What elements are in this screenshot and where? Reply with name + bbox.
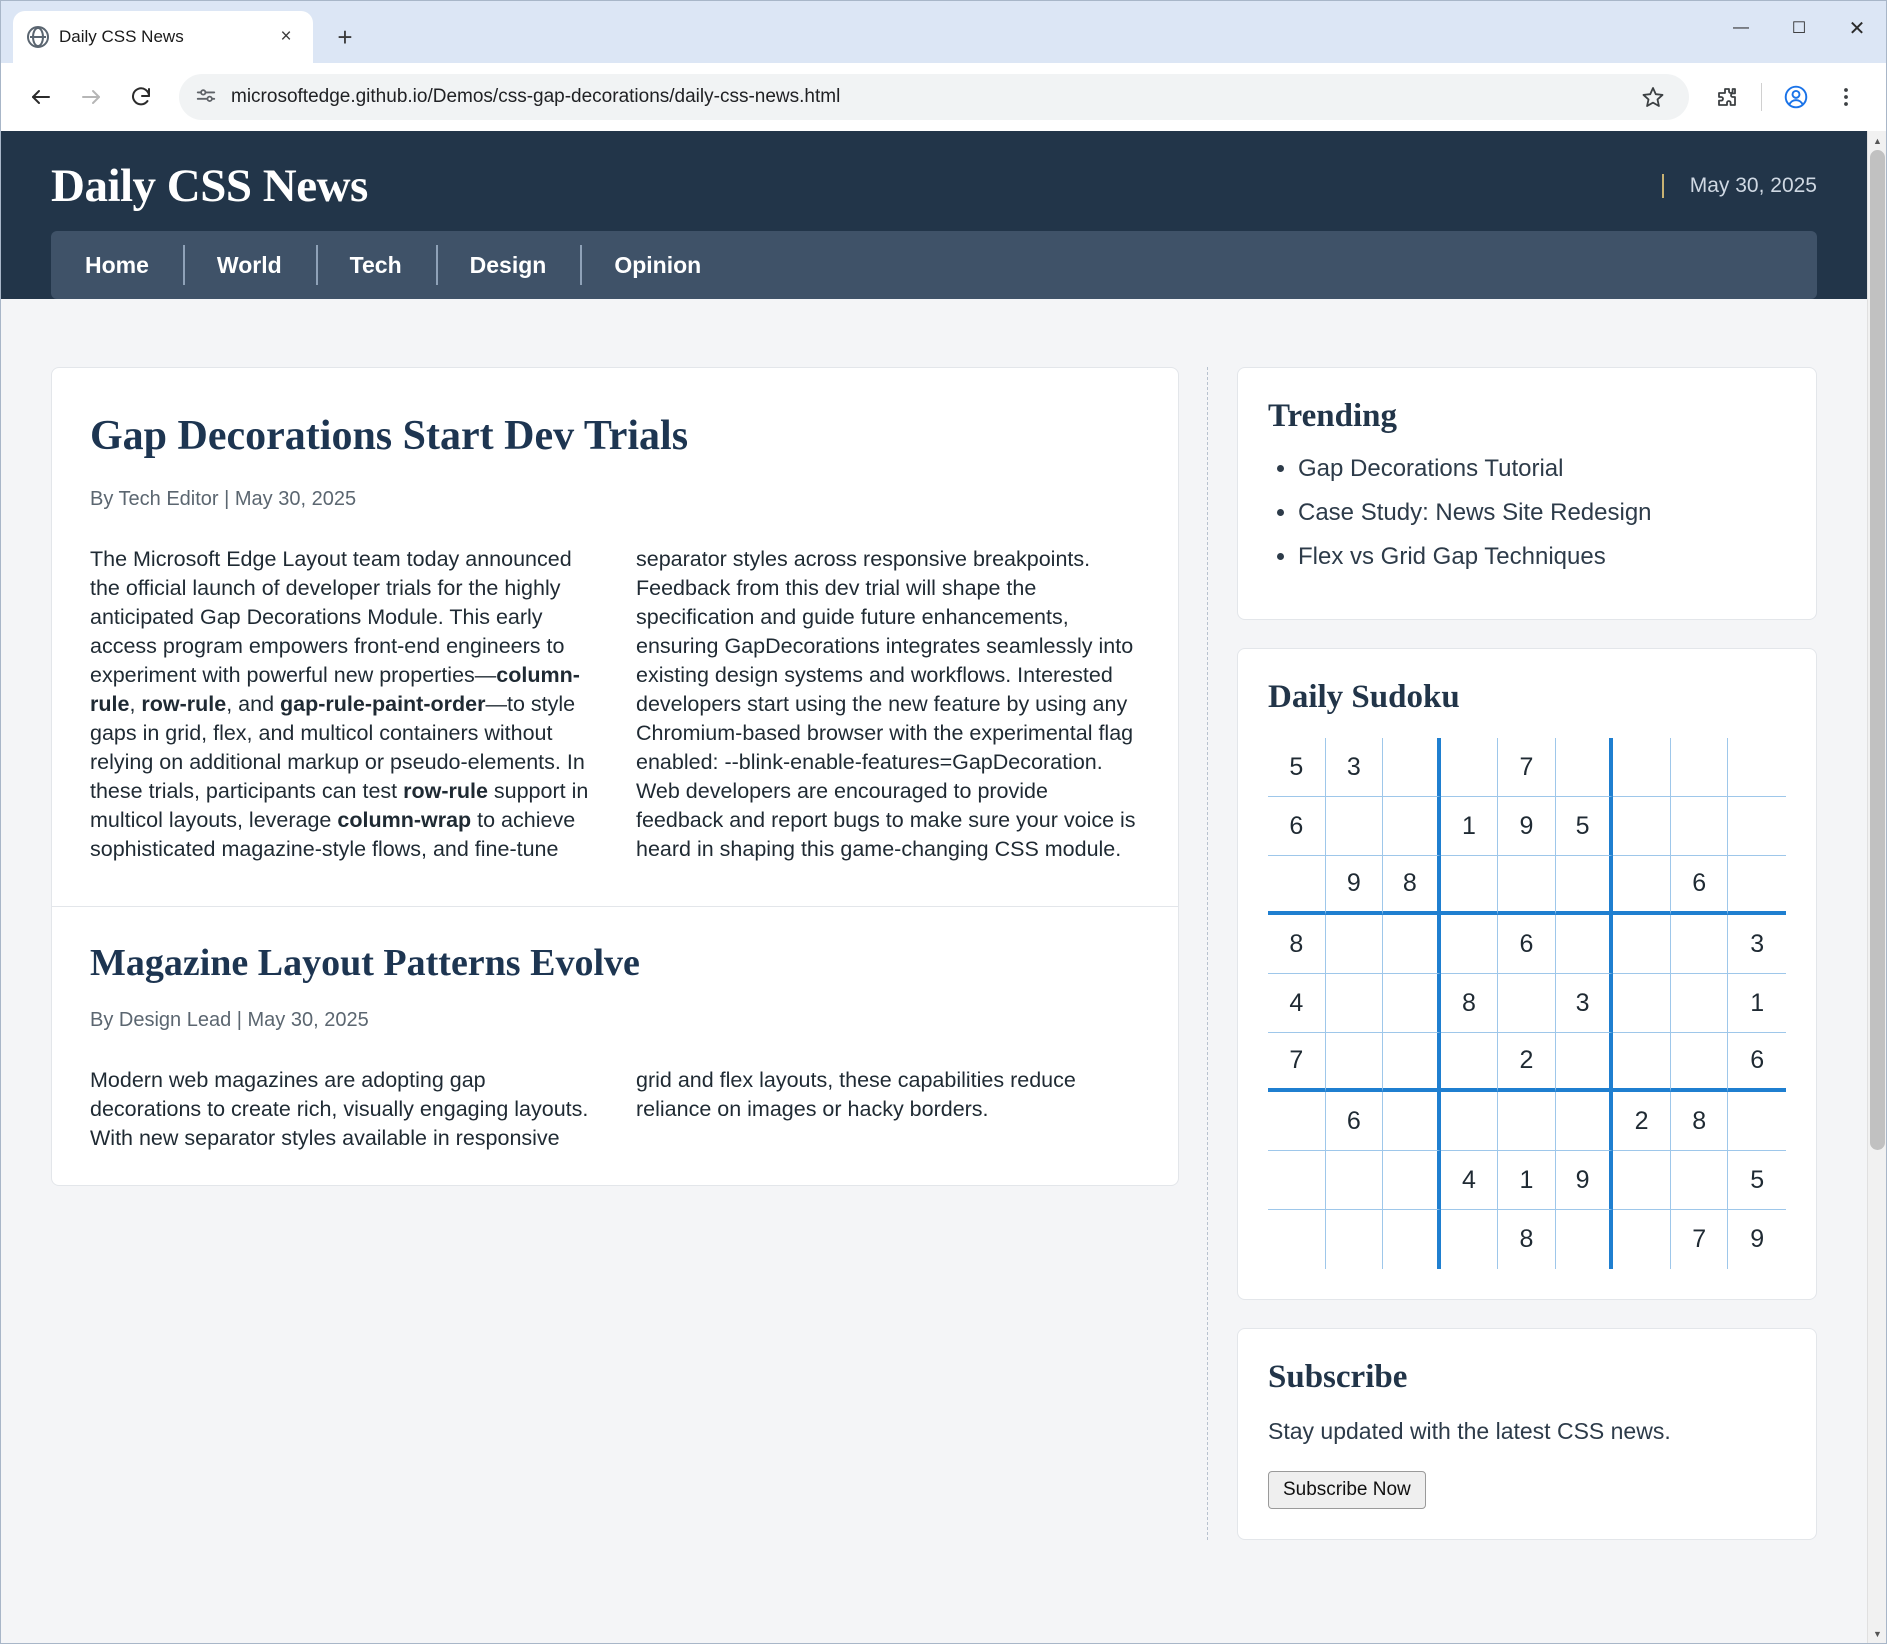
close-icon[interactable]: × [280,26,292,47]
column-rule-decoration [1207,367,1209,1540]
article-byline: By Tech Editor | May 30, 2025 [90,488,357,510]
sidebar [1237,367,1817,1540]
sudoku-cell[interactable]: 8 [1671,1092,1729,1151]
sudoku-cell[interactable] [1671,738,1729,797]
sudoku-cell[interactable] [1613,1210,1671,1269]
sudoku-cell[interactable] [1383,1092,1441,1151]
sudoku-cell[interactable] [1383,915,1441,974]
kebab-menu-icon[interactable] [1824,75,1868,119]
sudoku-grid[interactable] [1268,738,1786,1269]
url-text[interactable]: microsoftedge.github.io/Demos/css-gap-decorations/daily-css-news.html [231,86,841,107]
list-item[interactable]: • Gap Decorations Tutorial [1298,457,1786,481]
tab-strip [1,1,1886,63]
page-viewport [1,131,1886,1643]
sudoku-cell[interactable]: 3 [1326,738,1384,797]
tune-icon[interactable] [193,84,219,110]
reload-icon[interactable] [119,75,163,119]
trending-title: Trending [1268,398,1397,434]
site-date: May 30, 2025 [1662,174,1817,198]
sudoku-cell[interactable] [1498,1092,1556,1151]
subscribe-text: Stay updated with the latest CSS news. [1268,1418,1671,1444]
article-title-2: Magazine Layout Patterns Evolve [90,942,640,985]
trending-card [1237,367,1817,620]
nav-item-tech[interactable]: Tech [316,231,436,299]
sudoku-cell[interactable]: 7 [1268,1033,1326,1092]
web-page [1,131,1867,1643]
sudoku-cell[interactable]: 2 [1498,1033,1556,1092]
emphasis-text: column-rule [90,663,580,717]
sudoku-cell[interactable]: 5 [1268,738,1326,797]
article-secondary [90,907,1140,1153]
star-icon[interactable] [1631,75,1675,119]
sudoku-cell[interactable] [1671,1033,1729,1092]
sudoku-cell[interactable]: 4 [1441,1151,1499,1210]
sudoku-cell[interactable] [1383,738,1441,797]
sudoku-cell[interactable]: 6 [1498,915,1556,974]
sudoku-cell[interactable] [1268,856,1326,915]
sudoku-cell[interactable] [1613,856,1671,915]
sudoku-title: Daily Sudoku [1268,679,1460,715]
sudoku-cell[interactable] [1556,1092,1614,1151]
site-nav [51,231,1817,299]
sudoku-cell[interactable]: 7 [1671,1210,1729,1269]
sudoku-cell[interactable] [1383,797,1441,856]
site-header [1,131,1867,299]
maximize-icon[interactable]: ☐ [1791,20,1807,37]
sudoku-cell[interactable] [1671,974,1729,1033]
page-content [1,327,1867,1540]
article-body [90,545,1140,864]
sudoku-cell[interactable]: 4 [1268,974,1326,1033]
address-bar[interactable] [179,74,1689,120]
sudoku-cell[interactable] [1671,1151,1729,1210]
sudoku-cell[interactable] [1671,797,1729,856]
emphasis-text: row-rule [141,692,227,717]
sudoku-cell[interactable]: 5 [1556,797,1614,856]
sudoku-cell[interactable] [1268,1092,1326,1151]
sudoku-cell[interactable] [1613,738,1671,797]
sudoku-cell[interactable] [1326,1033,1384,1092]
nav-item-design[interactable]: Design [436,231,581,299]
sudoku-cell[interactable] [1441,738,1499,797]
sudoku-cell[interactable] [1383,974,1441,1033]
sudoku-cell[interactable]: 5 [1728,1151,1786,1210]
sudoku-cell[interactable] [1728,738,1786,797]
sudoku-cell[interactable] [1498,974,1556,1033]
sudoku-cell[interactable]: 9 [1750,1225,1765,1253]
sudoku-cell[interactable] [1613,915,1671,974]
back-icon[interactable] [19,75,63,119]
nav-item-opinion[interactable]: Opinion [580,231,735,299]
sudoku-cell[interactable] [1441,915,1499,974]
sudoku-cell[interactable] [1556,856,1614,915]
subscribe-card [1237,1328,1817,1540]
sudoku-cell[interactable]: 8 [1498,1210,1556,1269]
sudoku-cell[interactable]: 6 [1326,1092,1384,1151]
sudoku-cell[interactable] [1326,974,1384,1033]
sudoku-cell[interactable]: 8 [1383,856,1441,915]
sudoku-cell[interactable] [1671,915,1729,974]
forward-icon [69,75,113,119]
sudoku-cell[interactable]: 1 [1441,797,1499,856]
scrollbar-thumb[interactable] [1870,150,1885,1150]
globe-icon [27,26,49,48]
sudoku-cell[interactable] [1728,856,1786,915]
account-icon[interactable] [1774,75,1818,119]
emphasis-text: row-rule [403,779,488,804]
body-text: to achieve sophisticated magazine-style flows, and fine-tune separator styles across responsive breakpoints. Feedback from this dev trial will shape the specification and guide future enhancements, ensuring GapDecorations integrates seamlessly into existing design systems and workflows. Interested developers start using the new feature by using any Chromium-based browser with the experimental flag enabled: --blink-enable-features=GapDecoration. Web developers are encouraged to provide feedback and report bugs to make sure your voice is heard in shaping this game-changing CSS module. [90,547,1136,862]
article-title: Gap Decorations Start Dev Trials [90,413,689,459]
browser-toolbar [1,63,1886,131]
sudoku-cell[interactable] [1441,1092,1499,1151]
emphasis-text: gap-rule-paint-order [280,692,486,717]
new-tab-button[interactable]: + [337,21,353,52]
sudoku-cell[interactable] [1441,1033,1499,1092]
sudoku-cell[interactable] [1556,915,1614,974]
sudoku-cell[interactable] [1613,1151,1671,1210]
nav-item-home[interactable]: Home [85,251,149,278]
sudoku-cell[interactable]: 9 [1498,797,1556,856]
close-window-icon[interactable]: ✕ [1848,17,1866,40]
article-byline-2: By Design Lead | May 30, 2025 [90,1009,369,1032]
sudoku-cell[interactable]: 7 [1498,738,1556,797]
sudoku-cell[interactable] [1613,1033,1671,1092]
scroll-down-icon[interactable]: ▼ [1873,1628,1882,1639]
nav-item-world[interactable]: World [183,231,316,299]
sudoku-cell[interactable] [1556,1033,1614,1092]
scroll-up-icon[interactable]: ▲ [1873,135,1882,146]
sudoku-cell[interactable] [1326,915,1384,974]
sudoku-cell[interactable]: 9 [1556,1151,1614,1210]
page-scrollbar[interactable] [1867,131,1886,1643]
puzzle-icon[interactable] [1705,75,1749,119]
sudoku-cell[interactable] [1498,856,1556,915]
sudoku-cell[interactable]: 9 [1326,856,1384,915]
body-text: , [129,692,142,717]
main-column [51,367,1179,1186]
sudoku-cell[interactable] [1441,1210,1499,1269]
sudoku-cell[interactable] [1441,856,1499,915]
list-item[interactable]: • Case Study: News Site Redesign [1298,501,1786,525]
sudoku-cell[interactable]: 3 [1728,915,1786,974]
body-text: The Microsoft Edge Layout team today announced the official launch of developer trials for the highly anticipated Gap Decorations Module. This early access program empowers front-end engineers to experiment with powerful new properties— [90,547,572,688]
subscribe-button[interactable]: Subscribe Now [1268,1471,1426,1509]
sudoku-cell[interactable] [1326,797,1384,856]
sudoku-cell[interactable] [1728,1092,1786,1151]
trending-list [1268,457,1786,569]
body-text: Modern web magazines are adopting gap decorations to create rich, visually engaging layouts. With new separator styles available in responsive grid and flex layouts, these capabilities reduce reliance on images or hacky borders. [90,1068,1076,1151]
emphasis-text: column-wrap [337,808,472,833]
sudoku-cell[interactable] [1613,974,1671,1033]
list-item[interactable]: • Flex vs Grid Gap Techniques [1298,545,1786,569]
sudoku-cell[interactable] [1613,797,1671,856]
browser-tab[interactable] [13,11,313,63]
sudoku-cell[interactable]: 6 [1268,797,1326,856]
sudoku-cell[interactable] [1383,1033,1441,1092]
body-text: , and [226,692,281,717]
sudoku-cell[interactable] [1268,1151,1326,1210]
sudoku-cell[interactable]: 6 [1671,856,1729,915]
window-controls [1712,1,1886,55]
article-body-2 [90,1066,1140,1153]
sudoku-cell[interactable]: 1 [1498,1151,1556,1210]
body-text: —to style gaps in grid, flex, and multicol containers without relying on additional markup or pseudo-elements. In these trials, participants can test [90,692,585,804]
body-text: support in multicol layouts, leverage [90,779,589,833]
tab-title: Daily CSS News [59,27,184,46]
sudoku-cell[interactable] [1326,1151,1384,1210]
sudoku-cell[interactable]: 8 [1268,915,1326,974]
sudoku-cell[interactable]: 3 [1556,974,1614,1033]
sudoku-card [1237,648,1817,1300]
toolbar-divider [1761,83,1762,111]
sudoku-cell[interactable] [1556,738,1614,797]
sudoku-cell[interactable] [1556,1210,1614,1269]
sudoku-cell[interactable]: 6 [1728,1033,1786,1092]
sudoku-cell[interactable]: 8 [1441,974,1499,1033]
sudoku-cell[interactable] [1326,1210,1384,1269]
site-title: Daily CSS News [51,160,368,212]
sudoku-cell[interactable]: 2 [1613,1092,1671,1151]
sudoku-cell[interactable] [1268,1210,1326,1269]
sudoku-cell[interactable] [1728,797,1786,856]
sudoku-cell[interactable] [1383,1151,1441,1210]
subscribe-title: Subscribe [1268,1359,1408,1395]
sudoku-cell[interactable]: 1 [1728,974,1786,1033]
minimize-icon[interactable]: — [1733,19,1749,36]
sudoku-cell[interactable] [1383,1210,1441,1269]
